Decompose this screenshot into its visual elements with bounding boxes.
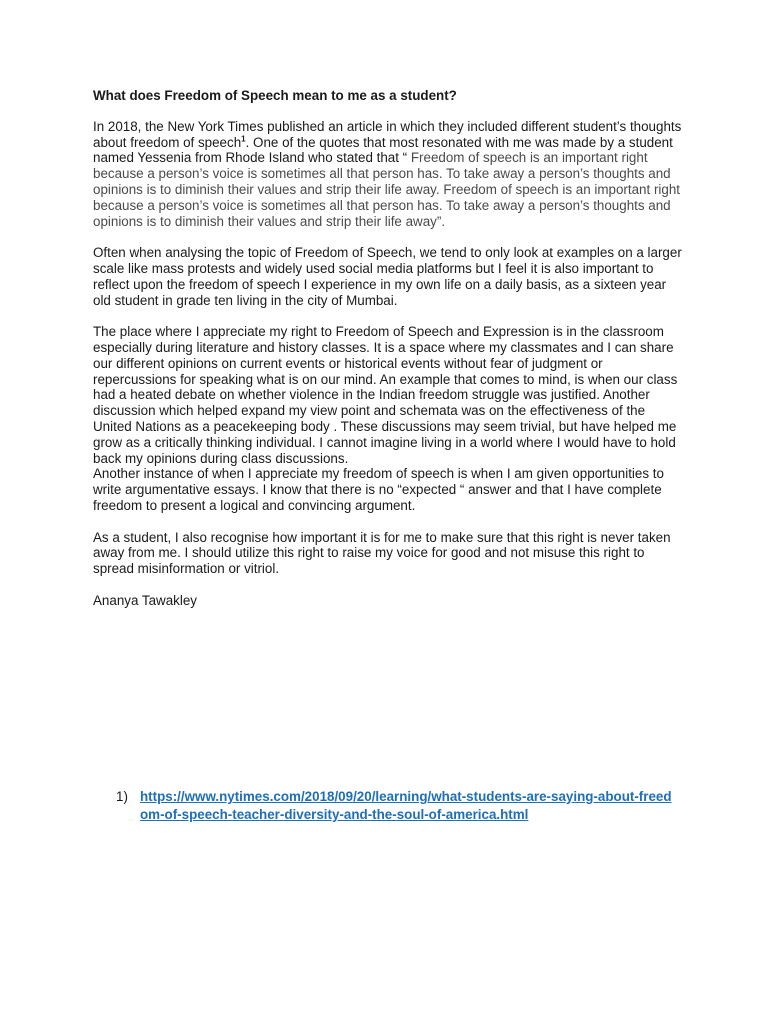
footnote-number: 1) [116,789,128,804]
paragraph-1 [93,119,683,230]
paragraph-2: Often when analysing the topic of Freedom of Speech, we tend to only look at examples on a larger scale like mass protests and widely used social media platforms but I feel it is also important to reflect upon the freedom of speech I experience in my own life on a daily basis, as a sixteen year old student in grade ten living in the city of Mumbai. [93,245,682,308]
quote-repeat-text: Freedom of speech is an important right because a person’s voice is sometimes all that person has. To take away a person’s thoughts and opinions is to diminish their values and strip their life away”. [93,181,680,229]
paragraph-5: As a student, I also recognise how important it is for me to make sure that this right is never taken away from me. I should utilize this right to raise my voice for good and not misuse this right to spread misinformation or vitriol. [93,529,671,577]
paragraph-4: Another instance of when I appreciate my freedom of speech is when I am given opportunities to write argumentative essays. I know that there is no “expected “ answer and that I have complete freedom to present a logical and convincing argument. [93,466,664,513]
paragraph-1-lead: . One of the quotes that most resonated with me was made by a student named Yessenia from Rhode Island who stated that “ [93,134,673,166]
quote-text: Freedom of speech is an important right because a person’s voice is sometimes all that person has. To take away a person’s thoughts and opinions is to diminish their values and strip their life away. [93,150,671,197]
footnote-link[interactable]: https://www.nytimes.com/2018/09/20/learning/what-students-are-saying-about-freedom-of-speech-teacher-diversity-and-the-soul-of-america.html [140,789,672,822]
document-title: What does Freedom of Speech mean to me as a student? [93,88,457,103]
paragraph-1-intro: In 2018, the New York Times published an article in which they included different student’s thoughts about freedom of speech [93,118,682,150]
footnote-marker[interactable]: 1 [241,134,246,144]
footnote [116,788,676,824]
document-body [93,88,683,609]
paragraph-3: The place where I appreciate my right to Freedom of Speech and Expression is in the classroom especially during literature and history classes. It is a space where my classmates and I can share our different opinions on current events or historical events without fear of judgment or repercussions for speaking what is on our mind. An example that comes to mind, is when our class had a heated debate on whether violence in the Indian freedom struggle was justified. Another discussion which helped expand my view point and schemata was on the effectiveness of the United Nations as a peacekeeping body . These discussions may seem trivial, but have helped me grow as a critically thinking individual. I cannot imagine living in a world where I would have to hold back my opinions during class discussions. [93,324,678,466]
author-signature: Ananya Tawakley [93,592,197,608]
